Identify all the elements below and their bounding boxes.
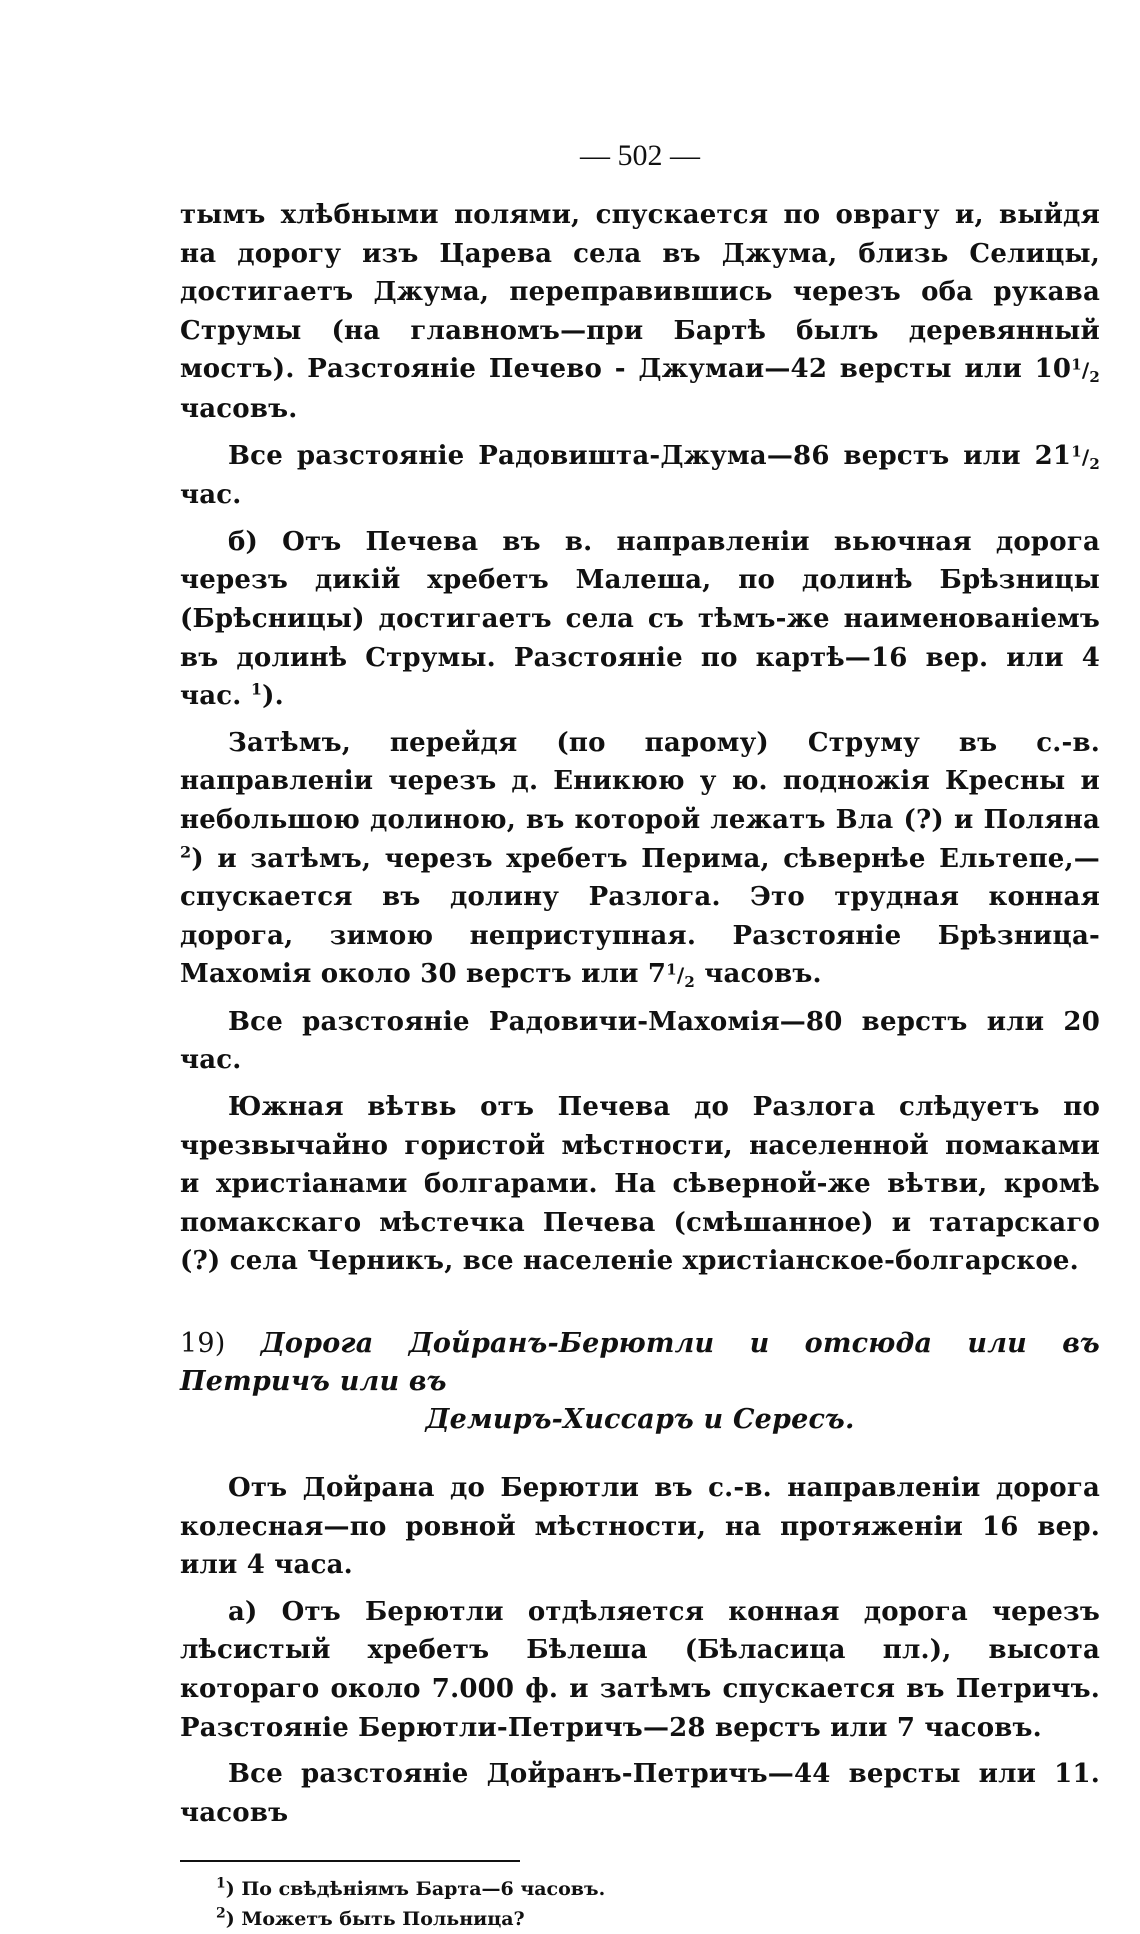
footnote-ref-1[interactable]: 1 — [250, 679, 263, 699]
section-title-line1: Дорога Дойранъ-Берютли и отсюда или въ Петричъ или въ — [180, 1328, 1100, 1398]
footnote-2: $^2$) Можетъ быть Польница? — [216, 1906, 525, 1931]
paragraph-route-a: а) Отъ Берютли отдѣляется конная дорога черезъ лѣсистый хребетъ Бѣлеша (Бѣласица пл.), высота котораго около 7.000 ф. и затѣмъ спускается въ Петричъ. Разстояніе Берютли-Петричъ—28 верстъ или 7 часовъ. — [180, 1596, 1100, 1743]
paragraph-continuation — [180, 196, 1100, 429]
fraction: $^1/_2$ — [666, 960, 695, 992]
paragraph-total-doiran: Все разстояніе Дойранъ-Петричъ—44 версты или 11. часовъ — [180, 1759, 1100, 1828]
paragraph-total-radovichi: Все разстояніе Радовичи-Махомія—80 верстъ или 20 час. — [180, 1006, 1100, 1076]
footnote-divider — [180, 1860, 520, 1862]
body-text — [180, 196, 1100, 1832]
paragraph-text-end: часовъ. — [180, 393, 298, 424]
paragraph-southern-branch: Южная вѣтвь отъ Печева до Разлога слѣдуетъ по чрезвычайно гористой мѣстности, населенной помаками и христіанами болгарами. На сѣверной-же вѣтви, кромѣ помакскаго мѣстечка Печева (смѣшанное) и татарскаго (?) села Черникъ, все населеніе христіанское-болгарское. — [180, 1092, 1100, 1277]
fraction: $^1/_2$ — [1071, 441, 1100, 473]
page-number: — 502 — — [580, 139, 700, 172]
paragraph-then: Затѣмъ, перейдя (по парому) Струму въ с.-в. направленіи черезъ д. Еникюю у ю. подножія Кресны и небольшою долиною, въ которой лежатъ Вла (?) и Поляна $^2$) и затѣмъ, черезъ хребетъ Перима, сѣвернѣе Ельтепе,—спускается въ долину Разлога. Это трудная конная дорога, зимою неприступная. Разстояніе Брѣзница-Махомія около 30 верстъ или $7^1/_2$ часовъ. — [180, 727, 1100, 992]
footnote-ref-2[interactable]: 2 — [180, 841, 192, 861]
section-title-line2: Демиръ-Хиссаръ и Сересъ. — [425, 1404, 855, 1436]
paragraph-doiran: Отъ Дойрана до Берютли въ с.-в. направленіи дорога колесная—по ровной мѣстности, на протяженіи 16 вер. или 4 часа. — [180, 1473, 1100, 1581]
paragraph-total-radovishta: Все разстояніе Радовишта-Джума—86 верстъ или $21^1/_2$ час. — [180, 440, 1100, 511]
section-heading — [180, 1325, 1100, 1439]
footnote-1: $^1$) По свѣдѣніямъ Барта—6 часовъ. — [216, 1876, 606, 1901]
fraction: $^1/_2$ — [1071, 355, 1100, 387]
paragraph-text: тымъ хлѣбными полями, спускается по оврагу и, выйдя на дорогу изъ Царева села въ Джума, близь Селицы, достигаетъ Джума, переправившись черезъ оба рукава Струмы (на главномъ—при Бартѣ былъ деревянный мостъ). Разстояніе Печево - Джумаи—42 версты или 10 — [180, 200, 1100, 385]
book-page — [180, 138, 1100, 1934]
paragraph-route-b: б) Отъ Печева въ в. направленіи вьючная дорога черезъ дикій хребетъ Малеша, по долинѣ Брѣзницы (Брѣсницы) достигаетъ села съ тѣмъ-же наименованіемъ въ долинѣ Струмы. Разстояніе по картѣ—16 вер. или 4 час. $^1$). — [180, 526, 1100, 712]
footnotes — [180, 1874, 1100, 1934]
section-number: 19) — [180, 1328, 226, 1360]
